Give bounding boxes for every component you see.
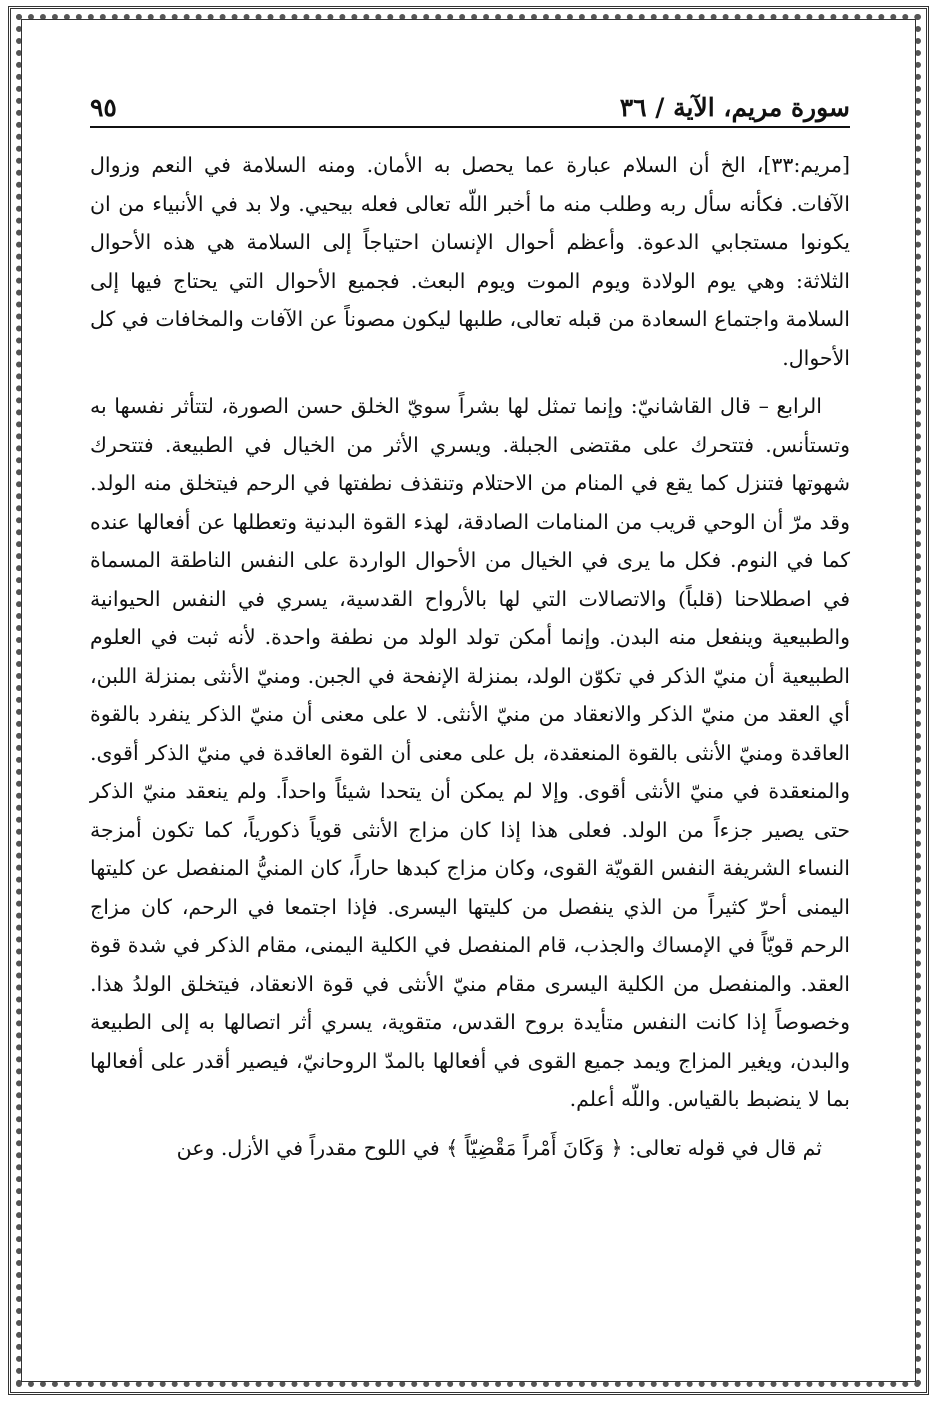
paragraph-3-tail: في اللوح مقدراً في الأزل. وعن [176,1135,447,1160]
running-head: سورة مريم، الآية / ٣٦ [619,93,850,122]
paragraph-3 [90,1129,850,1168]
paragraph-1: [مريم:٣٣]، الخ أن السلام عبارة عما يحصل به الأمان. ومنه السلامة في النعم وزوال الآفات. فكأنه سأل ربه وطلب منه ما أخبر اللّه تعالى فعله بيحيي. ولا بد في الأنبياء من ان يكونوا مستجابي الدعوة. وأعظم أحوال الإنسان احتياجاً إلى السلامة هي هذه الأحوال الثلاثة: وهي يوم الولادة ويوم الموت ويوم البعث. فجميع الأحوال التي يحتاج فيها إلى السلامة واجتماع السعادة من قبله تعالى، طلبها ليكون مصوناً عن الآفات والمخافات في كل الأحوال. [90,153,850,370]
page-number: ٩٥ [90,93,117,122]
page-header [90,78,850,128]
book-page [90,78,850,1177]
paragraph-2: الرابع – قال القاشانيّ: وإنما تمثل لها بشراً سويّ الخلق حسن الصورة، لتتأثر نفسها به وتستأنس. فتتحرك على مقتضى الجبلة. ويسري الأثر من الخيال في الطبيعة. فتتحرك شهوتها فتنزل كما يقع في المنام من الاحتلام وتنقذف نطفتها في الرحم فيتخلق منه الولد. وقد مرّ أن الوحي قريب من المنامات الصادقة، لهذء القوة البدنية وتعطلها عن أفعالها عنده كما في النوم. فكل ما يرى في الخيال من الأحوال الواردة على النفس الناطقة المسماة في اصطلاحنا (قلباً) والاتصالات التي لها بالأرواح القدسية، يسري في النفس الحيوانية والطبيعية وينفعل منه البدن. وإنما أمكن تولد الولد من نطفة واحدة. لأنه ثبت في العلوم الطبيعية أن منيّ الذكر في تكوّن الولد، بمنزلة الإنفحة في الجبن. ومنيّ الأنثى بمنزلة اللبن، أي العقد من منيّ الذكر والانعقاد من منيّ الأنثى. لا على معنى أن منيّ الذكر ينفرد بالقوة العاقدة ومنيّ الأنثى بالقوة المنعقدة، بل على معنى أن القوة العاقدة في منيّ الذكر أقوى. والمنعقدة في منيّ الأنثى أقوى. وإلا لم يمكن أن يتحدا شيئاً واحداً. ولم ينعقد منيّ الذكر حتى يصير جزءاً من الولد. فعلى هذا إذا كان مزاج الأنثى قوياً ذكورياً، كما تكون أمزجة النساء الشريفة النفس القويّة القوى، وكان مزاج كبدها حاراً، كان المنيُّ المنفصل عن كليتها اليمنى أحرّ كثيراً من الذي ينفصل من كليتها اليسرى. فإذا اجتمعا في الرحم، كان مزاج الرحم قويّاً في الإمساك والجذب، قام المنفصل في الكلية اليمنى، مقام الذكر في شدة قوة العقد. والمنفصل من الكلية اليسرى مقام منيّ الأنثى في قوة الانعقاد، فيتخلق الولدُ هذا. وخصوصاً إذا كانت النفس متأيدة بروح القدس، متقوية، يسري أثر اتصالها به إلى الطبيعة والبدن، ويغير المزاج ويمد جميع القوى في أفعالها بالمدّ الروحانيّ، فيصير أقدر على أفعالها بما لا ينضبط بالقياس. واللّه أعلم. [90,394,850,1111]
page-body [90,146,850,1167]
paragraph-3-lead: ثم قال في قوله تعالى: [622,1135,822,1160]
quran-quote: ﴿ وَكَانَ أَمْراً مَقْضِيّاً ﴾ [446,1135,623,1160]
